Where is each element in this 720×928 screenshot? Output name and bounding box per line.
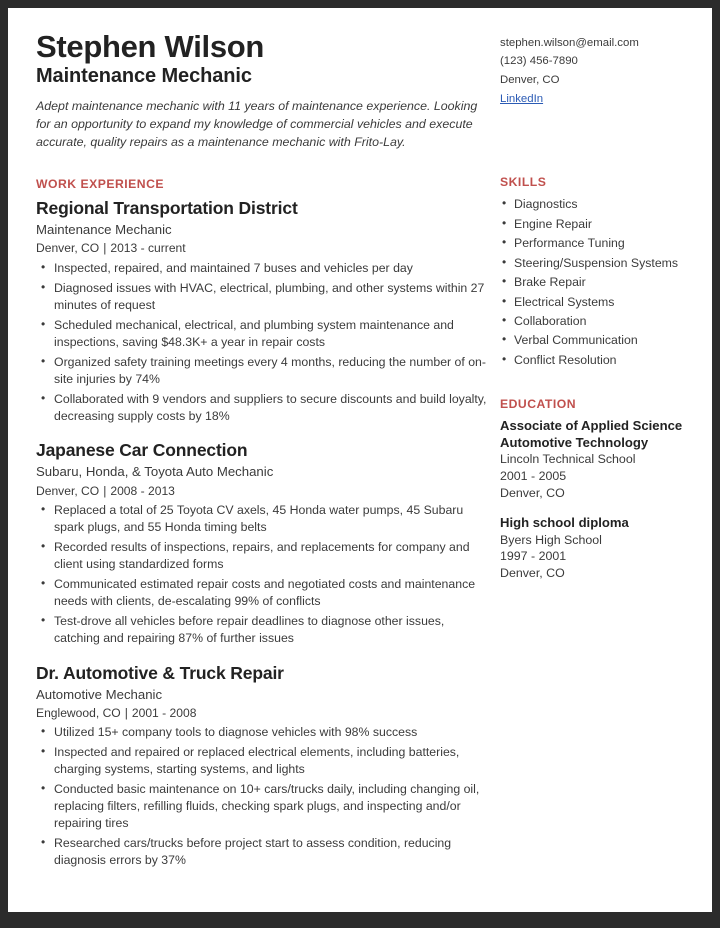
job-company: Japanese Car Connection xyxy=(36,440,248,461)
contact-block xyxy=(498,30,694,109)
job-bullet: • Inspected and repaired or replaced electrical elements, including batteries, charging systems, starting systems, and lights xyxy=(36,744,488,778)
job-meta xyxy=(36,240,488,256)
education-heading: EDUCATION xyxy=(500,397,577,412)
skill-item: • Performance Tuning xyxy=(500,235,694,252)
body-row xyxy=(36,151,694,872)
education-school: Lincoln Technical School xyxy=(500,452,636,467)
work-experience-column xyxy=(36,151,498,872)
work-experience-section xyxy=(36,177,488,869)
education-entry xyxy=(500,418,694,501)
job-meta-separator: | xyxy=(103,483,107,498)
job-bullet: • Test-drove all vehicles before repair deadlines to diagnose other issues, catching and repairing 87% of further issues xyxy=(36,613,488,647)
job-bullet: • Researched cars/trucks before project start to assess condition, reducing diagnosis errors by 37% xyxy=(36,835,488,869)
job-bullet-list xyxy=(36,260,488,425)
resume-page xyxy=(8,8,712,912)
job-bullet: • Recorded results of inspections, repairs, and replacements for company and client using standardized forms xyxy=(36,539,488,573)
job-role: Maintenance Mechanic xyxy=(36,222,172,238)
job-bullet: • Organized safety training meetings every 4 months, reducing the number of on-site injuries by 74% xyxy=(36,354,488,388)
skills-section xyxy=(500,175,694,369)
job-company: Regional Transportation District xyxy=(36,198,298,219)
contact-phone[interactable]: (123) 456-7890 xyxy=(500,55,578,68)
job-meta xyxy=(36,483,488,499)
education-dates: 1997 - 2001 xyxy=(500,549,567,564)
job-bullet: • Communicated estimated repair costs and negotiated costs and maintenance needs with clients, de-escalating 99% of conflicts xyxy=(36,576,488,610)
education-dates: 2001 - 2005 xyxy=(500,468,567,483)
skill-item: • Verbal Communication xyxy=(500,332,694,349)
education-degree: Associate of Applied Science xyxy=(500,418,683,434)
header-row xyxy=(36,30,694,151)
job-company: Dr. Automotive & Truck Repair xyxy=(36,662,284,683)
job-bullet: • Diagnosed issues with HVAC, electrical, plumbing, and other systems within 27 minutes of request xyxy=(36,280,488,314)
education-degree: High school diploma xyxy=(500,515,629,531)
education-location: Denver, CO xyxy=(500,565,565,580)
skills-list xyxy=(500,196,694,369)
contact-email[interactable]: stephen.wilson@email.com xyxy=(500,37,639,49)
job-title-headline: Maintenance Mechanic xyxy=(36,65,252,88)
skills-heading: SKILLS xyxy=(500,175,547,190)
job-bullet: • Replaced a total of 25 Toyota CV axels, 45 Honda water pumps, 45 Subaru spark plugs, and 55 Honda timing belts xyxy=(36,502,488,536)
job-bullet: • Collaborated with 9 vendors and suppliers to secure discounts and build loyalty, decreasing supply costs by 18% xyxy=(36,391,488,425)
skill-item: • Steering/Suspension Systems xyxy=(500,255,694,272)
job-bullet: • Conducted basic maintenance on 10+ cars/trucks daily, including changing oil, replacing filters, refilling fluids, checking spark plugs, and inspecting and/or repairing tires xyxy=(36,781,488,832)
work-experience-heading: WORK EXPERIENCE xyxy=(36,177,165,192)
education-location: Denver, CO xyxy=(500,485,565,500)
job-bullet: • Inspected, repaired, and maintained 7 buses and vehicles per day xyxy=(36,260,488,277)
header-identity xyxy=(36,30,498,151)
job-meta xyxy=(36,705,488,721)
sidebar-column xyxy=(498,151,694,581)
job-meta-separator: | xyxy=(103,241,107,256)
skill-item: • Conflict Resolution xyxy=(500,352,694,369)
education-entry xyxy=(500,515,694,581)
job-bullet-list xyxy=(36,724,488,869)
job-list xyxy=(36,198,488,869)
skill-item: • Collaboration xyxy=(500,313,694,330)
job-location: Englewood, CO xyxy=(36,705,121,720)
page-title: Stephen Wilson xyxy=(36,29,265,64)
job-dates: 2008 - 2013 xyxy=(110,483,175,498)
professional-summary: Adept maintenance mechanic with 11 years of maintenance experience. Looking for an opportunity to expand my knowledge of commercial vehicles and execute accurate, quality repairs as a maintenance mechanic with Frito-Lay. xyxy=(36,99,478,149)
skill-item: • Engine Repair xyxy=(500,216,694,233)
job-entry xyxy=(36,440,488,646)
job-location: Denver, CO xyxy=(36,241,100,256)
linkedin-link[interactable]: LinkedIn xyxy=(500,93,544,106)
job-entry xyxy=(36,198,488,424)
job-bullet: • Utilized 15+ company tools to diagnose vehicles with 98% success xyxy=(36,724,488,741)
skill-item: • Electrical Systems xyxy=(500,294,694,311)
education-school: Byers High School xyxy=(500,532,602,547)
job-bullet: • Scheduled mechanical, electrical, and plumbing system maintenance and inspections, saving $48.3K+ a year in repair costs xyxy=(36,317,488,351)
job-location: Denver, CO xyxy=(36,483,100,498)
skill-item: • Diagnostics xyxy=(500,196,694,213)
job-bullet-list xyxy=(36,502,488,647)
job-meta-separator: | xyxy=(124,705,128,720)
contact-location: Denver, CO xyxy=(500,73,560,86)
job-dates: 2013 - current xyxy=(110,241,186,256)
education-section xyxy=(500,397,694,581)
job-dates: 2001 - 2008 xyxy=(131,705,197,720)
job-entry xyxy=(36,663,488,869)
job-role: Automotive Mechanic xyxy=(36,686,163,702)
education-field: Automotive Technology xyxy=(500,434,649,450)
job-role: Subaru, Honda, & Toyota Auto Mechanic xyxy=(36,464,274,480)
skill-item: • Brake Repair xyxy=(500,274,694,291)
education-list xyxy=(500,418,694,581)
